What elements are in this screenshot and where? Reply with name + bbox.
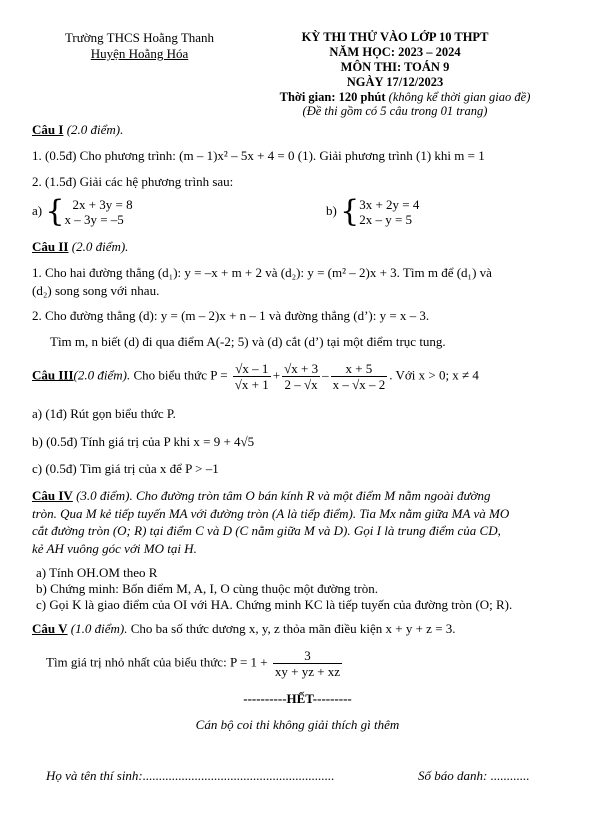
invigilator-note: Cán bộ coi thi không giải thích gì thêm: [195, 717, 400, 732]
q5-numerator: 3: [273, 648, 342, 664]
q4-text-line4: kẻ AH vuông góc với MO tại H.: [32, 541, 197, 556]
q3-f3-denominator: x – √x – 2: [332, 377, 386, 392]
q5-line2: [46, 648, 344, 679]
pages-note: (Đề thi gồm có 5 câu trong 01 trang): [302, 104, 488, 118]
exam-time-bold: Thời gian: 120 phút: [279, 90, 386, 104]
q4-text-line3: cắt đường tròn (O; R) tại điểm C và D (C nằm giữa M và D). Gọi I là trung điểm của CD,: [32, 523, 501, 538]
q2-part1-line2: (d₂) song song với nhau.: [32, 283, 160, 298]
q1-title: Câu I: [32, 122, 64, 137]
q3-f2-denominator: 2 – √x: [284, 377, 318, 392]
q3-f1-denominator: √x + 1: [234, 377, 269, 392]
candidate-number-line: Số báo danh: ............: [418, 768, 530, 783]
q4-part-b: b) Chứng minh: Bốn điểm M, A, I, O cùng thuộc một đường tròn.: [36, 581, 378, 596]
end-marker: ----------HẾT---------: [243, 691, 352, 706]
q5-title: Câu V: [32, 621, 68, 636]
candidate-name-line: Họ và tên thí sinh:...........................................................: [46, 768, 335, 783]
q3-fraction-3: [331, 361, 388, 392]
q3-part-a: a) (1đ) Rút gọn biểu thức P.: [32, 406, 176, 421]
q1-part1: 1. (0.5đ) Cho phương trình: (m – 1)x² – 5x + 4 = 0 (1). Giải phương trình (1) khi m = 1: [32, 148, 485, 163]
exam-subject: MÔN THI: TOÁN 9: [340, 60, 450, 74]
q1-a-label: a): [32, 202, 43, 218]
q1-a-eq1: 2x + 3y = 8: [72, 197, 133, 212]
q1-b-label: b): [326, 202, 337, 218]
q2-part2-sub: Tìm m, n biết (d) đi qua điểm A(-2; 5) và (d) cắt (d’) tại một điểm trục tung.: [50, 334, 446, 349]
q1-heading: [32, 122, 123, 138]
q2-points: (2.0 điểm).: [71, 239, 129, 254]
q3-heading: Câu III(2.0 điểm). Cho biểu thức P = $\frac{√x - 1}{√x + 1}$ + $\frac{√x + 3}{2 - √x}$ – $\frac{x + 5}{x - √x - 2}$ . Với x > 0; x ≠ 4: [32, 361, 479, 392]
q1-a-equations: [64, 197, 132, 227]
exam-date: NGÀY 17/12/2023: [346, 75, 444, 89]
q4-points: (3.0 điểm).: [76, 488, 133, 503]
q5-expression-label: Tìm giá trị nhỏ nhất của biểu thức: P = 1 +: [46, 654, 268, 670]
q4-text-line2: tròn. Qua M kẻ tiếp tuyến MA với đường tròn (A là tiếp điểm). Tia Mx nằm giữa MA và MO: [32, 506, 510, 521]
q3-points: (2.0 điểm).: [73, 367, 131, 383]
q1-a-eq2: x – 3y = –5: [64, 212, 124, 227]
q1-part2: 2. (1.5đ) Giải các hệ phương trình sau:: [32, 174, 234, 189]
school-name: Trường THCS Hoằng Thanh: [64, 30, 215, 45]
q1-points: (2.0 điểm).: [66, 122, 124, 137]
exam-time-note: (không kể thời gian giao đề): [388, 90, 531, 104]
q3-f3-numerator: x + 5: [331, 361, 388, 377]
q5-heading: [32, 621, 456, 637]
q5-denominator: xy + yz + xz: [274, 664, 341, 679]
q2-title: Câu II: [32, 239, 69, 254]
q3-fraction-1: [233, 361, 271, 392]
q1-system-a: [32, 194, 133, 229]
q3-intro: Cho biểu thức P =: [133, 367, 228, 383]
q4-line1: [32, 488, 491, 504]
q4-text-line1: Cho đường tròn tâm O bán kính R và một điểm M nằm ngoài đường: [136, 488, 491, 503]
q3-f2-numerator: √x + 3: [284, 361, 319, 376]
q4-part-c: c) Gọi K là giao điểm của OI với HA. Chứng minh KC là tiếp tuyến của đường tròn (O; R).: [36, 597, 513, 612]
exam-year: NĂM HỌC: 2023 – 2024: [329, 45, 461, 59]
brace-icon: {: [340, 194, 360, 229]
q2-part2: 2. Cho đường thẳng (d): y = (m – 2)x + n – 1 và đường thẳng (d’): y = x – 3.: [32, 308, 430, 323]
exam-time: [240, 90, 570, 105]
q3-f1-numerator: √x – 1: [233, 361, 271, 377]
brace-icon: {: [45, 194, 65, 229]
q1-b-eq1: 3x + 2y = 4: [359, 197, 420, 212]
q4-title: Câu IV: [32, 488, 73, 503]
q3-fraction-2: [282, 361, 320, 392]
q2-heading: [32, 239, 128, 255]
q3-condition: . Với x > 0; x ≠ 4: [389, 367, 479, 383]
q4-part-a: a) Tính OH.OM theo R: [36, 565, 158, 580]
q3-part-b: b) (0.5đ) Tính giá trị của P khi x = 9 + 4√5: [32, 434, 255, 449]
q3-part-c: c) (0.5đ) Tìm giá trị của x để P > –1: [32, 461, 219, 476]
q1-b-eq2: 2x – y = 5: [359, 212, 413, 227]
q2-part1-line1: 1. Cho hai đường thẳng (d₁): y = –x + m + 2 và (d₂): y = (m² – 2)x + 3. Tìm m để (d₁) và: [32, 265, 492, 280]
q1-b-equations: [359, 197, 419, 227]
q5-line1: Cho ba số thức dương x, y, z thỏa mãn điều kiện x + y + z = 3.: [130, 621, 456, 636]
q5-points: (1.0 điểm).: [70, 621, 128, 636]
q5-fraction: [273, 648, 342, 679]
q3-title: Câu III: [32, 367, 74, 383]
district-name: Huyện Hoằng Hóa: [90, 46, 189, 61]
q1-system-b: [326, 194, 420, 229]
exam-title: KỲ THI THỬ VÀO LỚP 10 THPT: [301, 30, 489, 44]
